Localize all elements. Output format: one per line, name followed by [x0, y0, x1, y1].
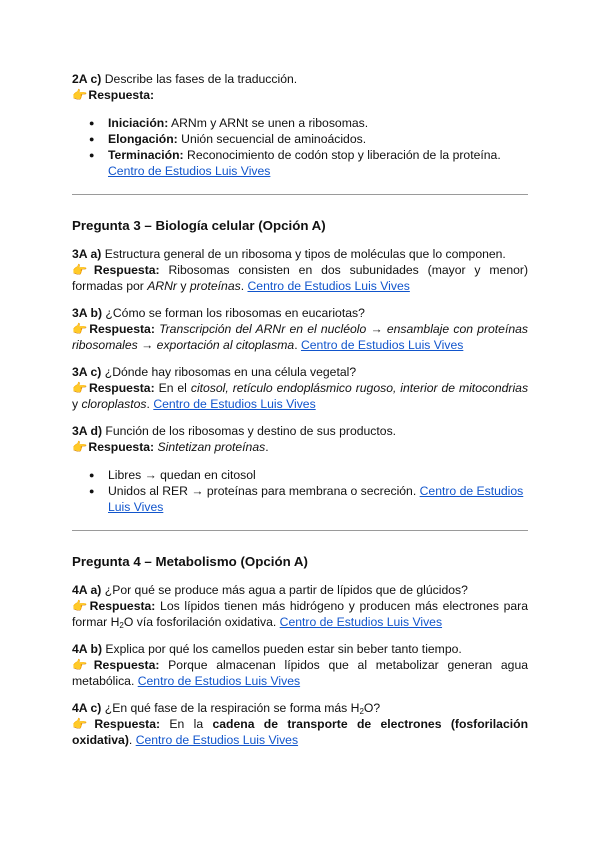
- question-tag: 3A d): [72, 424, 103, 438]
- answer-text: .: [128, 733, 133, 747]
- source-link[interactable]: Centro de Estudios Luis Vives: [247, 279, 410, 293]
- question-text: ¿Por qué se produce más agua a partir de lípidos que de glúcidos?: [104, 583, 468, 597]
- question-text: O?: [363, 701, 381, 715]
- answer-text: En el: [158, 381, 187, 395]
- pointing-hand-icon: 👉: [72, 322, 88, 336]
- answer-text: .: [240, 279, 245, 293]
- subscript: 2: [119, 621, 124, 630]
- list-item: [108, 115, 528, 131]
- list-item: [108, 131, 528, 147]
- source-link[interactable]: Centro de Estudios Luis Vives: [300, 338, 464, 352]
- question-3a-a: [72, 246, 528, 294]
- question-text: Describe las fases de la traducción.: [104, 72, 298, 86]
- answer-text: Ribosomas consisten en dos subunidades (mayor y menor) formadas por: [72, 263, 529, 293]
- answer-label: Respuesta:: [89, 599, 156, 613]
- question-tag: 3A c): [72, 365, 102, 379]
- question-tag: 2A c): [72, 72, 102, 86]
- answer-text: .: [265, 440, 269, 454]
- answer-label: Respuesta:: [93, 658, 160, 672]
- question-tag: 3A a): [72, 247, 102, 261]
- question-text: Función de los ribosomas y destino de sus productos.: [105, 424, 397, 438]
- answer-label: Respuesta:: [88, 88, 155, 102]
- answer-emphasis: citosol, retículo endoplásmico rugoso, interior de mitocondrias: [190, 381, 529, 395]
- list-item: [108, 483, 528, 515]
- list-item: [108, 147, 528, 179]
- answer-emphasis: cloroplastos: [81, 397, 147, 411]
- question-tag: 3A b): [72, 306, 103, 320]
- question-3a-b: [72, 305, 528, 353]
- answer-text: y: [72, 397, 79, 411]
- item-term: Terminación:: [108, 148, 184, 162]
- source-link[interactable]: Centro de Estudios Luis Vives: [137, 674, 301, 688]
- pointing-hand-icon: 👉: [72, 717, 88, 731]
- question-4a-a: [72, 582, 528, 630]
- question-text: ¿Cómo se forman los ribosomas en eucariotas?: [105, 306, 365, 320]
- item-term: Iniciación:: [108, 116, 169, 130]
- answer-text: Porque almacenan lípidos que al metabolizar generan agua metabólica.: [72, 658, 529, 688]
- source-link[interactable]: Centro de Estudios Luis Vives: [108, 164, 271, 178]
- answer-text: .: [146, 397, 150, 411]
- answer-emphasis: Transcripción del ARNr en el nucléolo → ensamblaje con proteínas ribosomales → exportación al citoplasma: [72, 322, 528, 352]
- answer-bold: cadena de transporte de electrones (fosforilación oxidativa): [72, 717, 529, 747]
- question-tag: 4A b): [72, 642, 103, 656]
- document-content: [72, 71, 528, 759]
- item-desc: Libres → quedan en citosol: [108, 468, 256, 482]
- subscript: 2: [359, 707, 364, 716]
- question-text: ¿En qué fase de la respiración se forma más H: [104, 701, 360, 715]
- answer-text: .: [294, 338, 298, 352]
- item-desc: ARNm y ARNt se unen a ribosomas.: [171, 116, 369, 130]
- answer-emphasis: ARNr: [147, 279, 177, 293]
- answer-text: y: [180, 279, 187, 293]
- question-text: ¿Dónde hay ribosomas en una célula vegetal?: [104, 365, 357, 379]
- question-text: Explica por qué los camellos pueden estar sin beber tanto tiempo.: [105, 642, 462, 656]
- answer-label: Respuesta:: [88, 381, 155, 395]
- section-divider: [72, 194, 528, 195]
- answer-label: Respuesta:: [88, 440, 155, 454]
- translation-phases-list: [72, 115, 528, 179]
- question-4a-b: [72, 641, 528, 689]
- section-title: Pregunta 4 – Metabolismo (Opción A): [72, 554, 308, 569]
- question-tag: 4A c): [72, 701, 102, 715]
- answer-label: Respuesta:: [94, 717, 161, 731]
- source-link[interactable]: Centro de Estudios Luis Vives: [135, 733, 299, 747]
- question-3a-d: [72, 423, 528, 515]
- question-2a-c: [72, 71, 528, 179]
- source-link[interactable]: Centro de Estudios Luis Vives: [108, 484, 524, 514]
- answer-emphasis: proteínas: [189, 279, 241, 293]
- item-term: Elongación:: [108, 132, 178, 146]
- answer-text: O vía fosforilación oxidativa.: [123, 615, 277, 629]
- answer-emphasis: Sintetizan proteínas: [157, 440, 266, 454]
- answer-text: En la: [169, 717, 204, 731]
- section-title: Pregunta 3 – Biología celular (Opción A): [72, 218, 326, 233]
- source-link[interactable]: Centro de Estudios Luis Vives: [279, 615, 443, 629]
- list-item: [108, 467, 528, 483]
- ribosome-destination-list: [72, 467, 528, 515]
- item-desc: Unión secuencial de aminoácidos.: [181, 132, 367, 146]
- section-divider: [72, 530, 528, 531]
- pointing-hand-icon: 👉: [72, 88, 88, 102]
- pointing-hand-icon: 👉: [72, 381, 88, 395]
- question-text: Estructura general de un ribosoma y tipos de moléculas que lo componen.: [104, 247, 506, 261]
- question-4a-c: [72, 700, 528, 748]
- answer-text: Los lípidos tienen más hidrógeno y producen más electrones para formar H: [72, 599, 528, 629]
- answer-label: Respuesta:: [93, 263, 160, 277]
- pointing-hand-icon: 👉: [72, 658, 88, 672]
- pointing-hand-icon: 👉: [72, 599, 88, 613]
- question-tag: 4A a): [72, 583, 102, 597]
- item-desc: Reconocimiento de codón stop y liberación de la proteína.: [187, 148, 501, 162]
- answer-label: Respuesta:: [89, 322, 155, 336]
- pointing-hand-icon: 👉: [72, 263, 88, 277]
- question-3a-c: [72, 364, 528, 412]
- pointing-hand-icon: 👉: [72, 440, 88, 454]
- item-desc: Unidos al RER → proteínas para membrana o secreción.: [108, 484, 417, 498]
- source-link[interactable]: Centro de Estudios Luis Vives: [153, 397, 316, 411]
